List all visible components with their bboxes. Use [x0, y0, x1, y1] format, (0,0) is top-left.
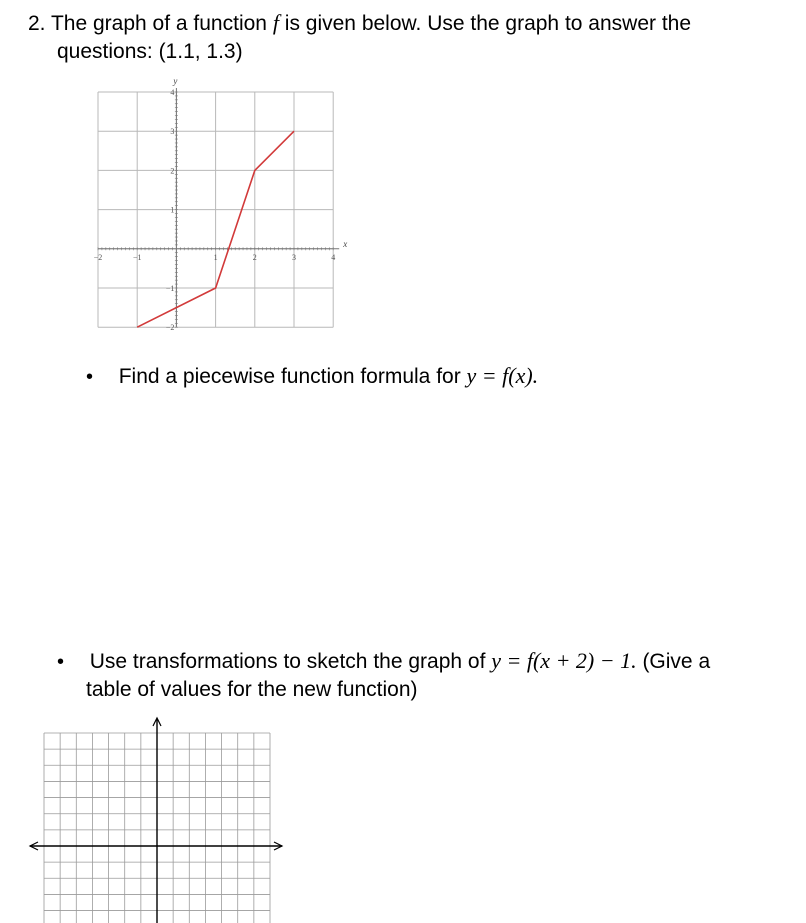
x-axis-label: x [343, 238, 348, 249]
bullet-text-suffix: (Give a [642, 650, 711, 673]
bullet-item-transform-line-2: table of values for the new function) [86, 678, 418, 701]
y-axis-label: y [173, 76, 178, 86]
blank-sketch-grid[interactable] [28, 715, 290, 923]
question-text-part-1: The graph of a function [50, 12, 267, 35]
x-tick-label: −1 [132, 252, 142, 262]
question-line-1 [28, 9, 691, 38]
question-text-part-2: is given below. Use the graph to answer the [284, 12, 692, 35]
x-tick-label: 4 [331, 252, 336, 262]
y-tick-label: 2 [170, 166, 175, 176]
y-tick-label: −2 [165, 323, 175, 333]
y-tick-label: −1 [165, 284, 175, 293]
x-tick-label: 3 [292, 252, 296, 262]
formula-transformed: y = f(x + 2) − 1. [491, 648, 637, 673]
formula-y-equals-f-x: y = f(x). [466, 363, 539, 388]
bullet-item-piecewise [86, 362, 538, 391]
y-tick-label: 4 [170, 88, 175, 97]
bullet-icon: • [57, 651, 65, 673]
question-number: 2. [28, 12, 46, 35]
x-tick-label: 1 [213, 252, 218, 262]
bullet-text: Find a piecewise function formula for [118, 365, 461, 388]
function-graph [88, 72, 360, 344]
function-symbol: f [272, 10, 279, 35]
question-line-2: questions: (1.1, 1.3) [57, 40, 243, 63]
y-tick-label: 1 [170, 205, 175, 215]
x-tick-label: −2 [93, 252, 103, 262]
bullet-text: Use transformations to sketch the graph of [89, 650, 486, 673]
y-tick-label: 3 [170, 127, 175, 137]
bullet-icon: • [86, 366, 94, 388]
x-tick-label: 2 [252, 252, 257, 262]
bullet-item-transform [57, 647, 710, 676]
